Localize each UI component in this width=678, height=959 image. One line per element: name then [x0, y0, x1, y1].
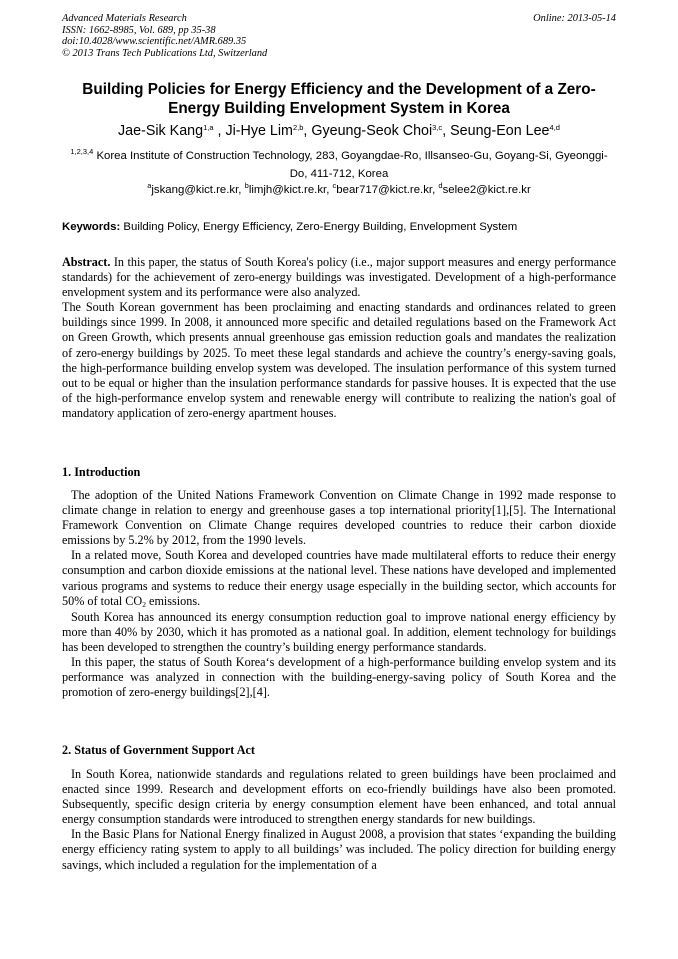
paragraph	[62, 548, 616, 609]
paragraph-text: In a related move, South Korea and developed countries have made multilateral efforts to reduce their energy consumption and carbon dioxide emissions at the national level. These nations have developed and implemented various programs and systems to reduce their energy usage especially in the building sector, which accounts for 50% of total CO	[62, 548, 616, 608]
author-sup: 3,c	[432, 123, 443, 132]
paragraph: In this paper, the status of South Korea‘s development of a high-performance building envelop system and its performance was analyzed in connection with the building-energy-saving policy of South Korea and the promotion of zero-energy buildings[2],[4].	[62, 655, 616, 700]
paragraph: South Korea has announced its energy consumption reduction goal to improve national energy efficiency by more than 40% by 2030, which it has promoted as a national goal. In addition, element technology for buildings has been developed to strengthen the country’s building energy performance standards.	[62, 609, 616, 654]
author-emails: $^a$jskang@kict.re.kr, $^b$limjh@kict.re.kr, $^c$bear717@kict.re.kr, $^d$selee2@kict.re.kr	[147, 181, 531, 196]
section-heading-government-support: 2. Status of Government Support Act	[62, 743, 255, 757]
abstract-paragraph	[62, 255, 616, 300]
paper-title: Building Policies for Energy Efficiency and the Development of a Zero-Energy Building Envelopment System in Korea	[82, 81, 596, 117]
email-link[interactable]: limjh@kict.re.kr	[248, 184, 327, 196]
subscript: 2	[142, 599, 146, 609]
section-heading-introduction: 1. Introduction	[62, 465, 141, 479]
abstract-label: Abstract.	[62, 255, 111, 269]
doi-line: doi:10.4028/www.scientific.net/AMR.689.35	[62, 36, 247, 47]
affiliation-sup: 1,2,3,4	[70, 147, 94, 156]
issn-line: ISSN: 1662-8985, Vol. 689, pp 35-38	[62, 24, 216, 36]
online-date: Online: 2013-05-14	[533, 13, 616, 24]
author-name: Seung-Eon Lee	[450, 123, 550, 139]
author-sup: 4,d	[549, 123, 560, 132]
keywords	[62, 220, 616, 234]
author-sup: 2,b	[292, 123, 304, 132]
email-sup: d	[438, 181, 443, 190]
email-link[interactable]: bear717@kict.re.kr	[336, 184, 433, 196]
section-introduction	[62, 488, 616, 700]
affiliation	[66, 148, 612, 182]
author-name: Gyeung-Seok Choi	[311, 123, 433, 139]
abstract	[62, 255, 616, 421]
affiliation-text: Korea Institute of Construction Technology, 283, Goyangdae-Ro, Illsanseo-Gu, Goyang-Si, Gyeonggi-Do, 411-712, Korea	[96, 150, 608, 180]
journal-header	[62, 13, 616, 59]
author-name: Jae-Sik Kang	[118, 123, 204, 139]
author-list: Jae-Sik Kang$^{1,a}$ , Ji-Hye Lim$^{2,b}$, Gyeung-Seok Choi$^{3,c}$, Seung-Eon Lee$^{4,d}$	[118, 123, 560, 139]
paragraph: In the Basic Plans for National Energy finalized in August 2008, a provision that states ‘expanding the building energy efficiency rating system to apply to all buildings’ was included. The policy direction for building energy savings, which included a regulation for the implementation of a	[62, 827, 616, 872]
abstract-text: In this paper, the status of South Korea's policy (i.e., major support measures and energy performance standards) for the achievement of zero-energy buildings was investigated. Development of a high-performance envelopment system and its performance were also analyzed.	[62, 255, 617, 300]
email-sup: c	[332, 181, 337, 190]
paragraph: In South Korea, nationwide standards and regulations related to green buildings have been proclaimed and enacted since 1999. Research and development efforts on eco-friendly buildings have also been promoted. Subsequently, specific design criteria by energy consumption element have been enhanced, and total annual energy consumption standards were introduced to strengthen energy standards for new buildings.	[62, 767, 616, 827]
email-link[interactable]: selee2@kict.re.kr	[442, 184, 531, 196]
abstract-paragraph: The South Korean government has been proclaiming and enacting standards and ordinances related to green buildings since 1999. In 2008, it announced more specific and detailed regulations based on the Framework Act on Green Growth, which presents annual greenhouse gas emission reduction goals and mandates the realization of zero-energy buildings by 2025. To meet these legal standards and achieve the country’s energy-saving goals, the high-performance building envelop system was developed. The insulation performance of this system turned out to be equal or higher than the insulation performance standards for passive houses. It is expected that the use of the high-performance envelop system and renewable energy will contribute to realizing the nation's goal of mandatory application of zero-energy apartment houses.	[62, 300, 616, 420]
journal-name: Advanced Materials Research	[62, 13, 187, 24]
paragraph: The adoption of the United Nations Framework Convention on Climate Change in 1992 made response to climate change in relation to energy and greenhouse gases a top international priority[1],[5]. The International Framework Convention on Climate Change requires developed countries to reduce their carbon dioxide emissions by 5.2% by 2012, from the 1990 levels.	[62, 488, 616, 548]
email-sup: a	[147, 181, 152, 190]
keywords-text: Building Policy, Energy Efficiency, Zero-Energy Building, Envelopment System	[123, 221, 518, 233]
keywords-label: Keywords:	[62, 221, 121, 233]
author-sup: 1,a	[203, 123, 214, 132]
copyright-line: © 2013 Trans Tech Publications Ltd, Switzerland	[62, 47, 268, 59]
author-name: Ji-Hye Lim	[225, 123, 293, 139]
email-link[interactable]: jskang@kict.re.kr	[151, 184, 239, 196]
section-government-support	[62, 767, 616, 873]
paragraph-text: emissions.	[145, 593, 201, 608]
email-sup: b	[244, 181, 249, 190]
